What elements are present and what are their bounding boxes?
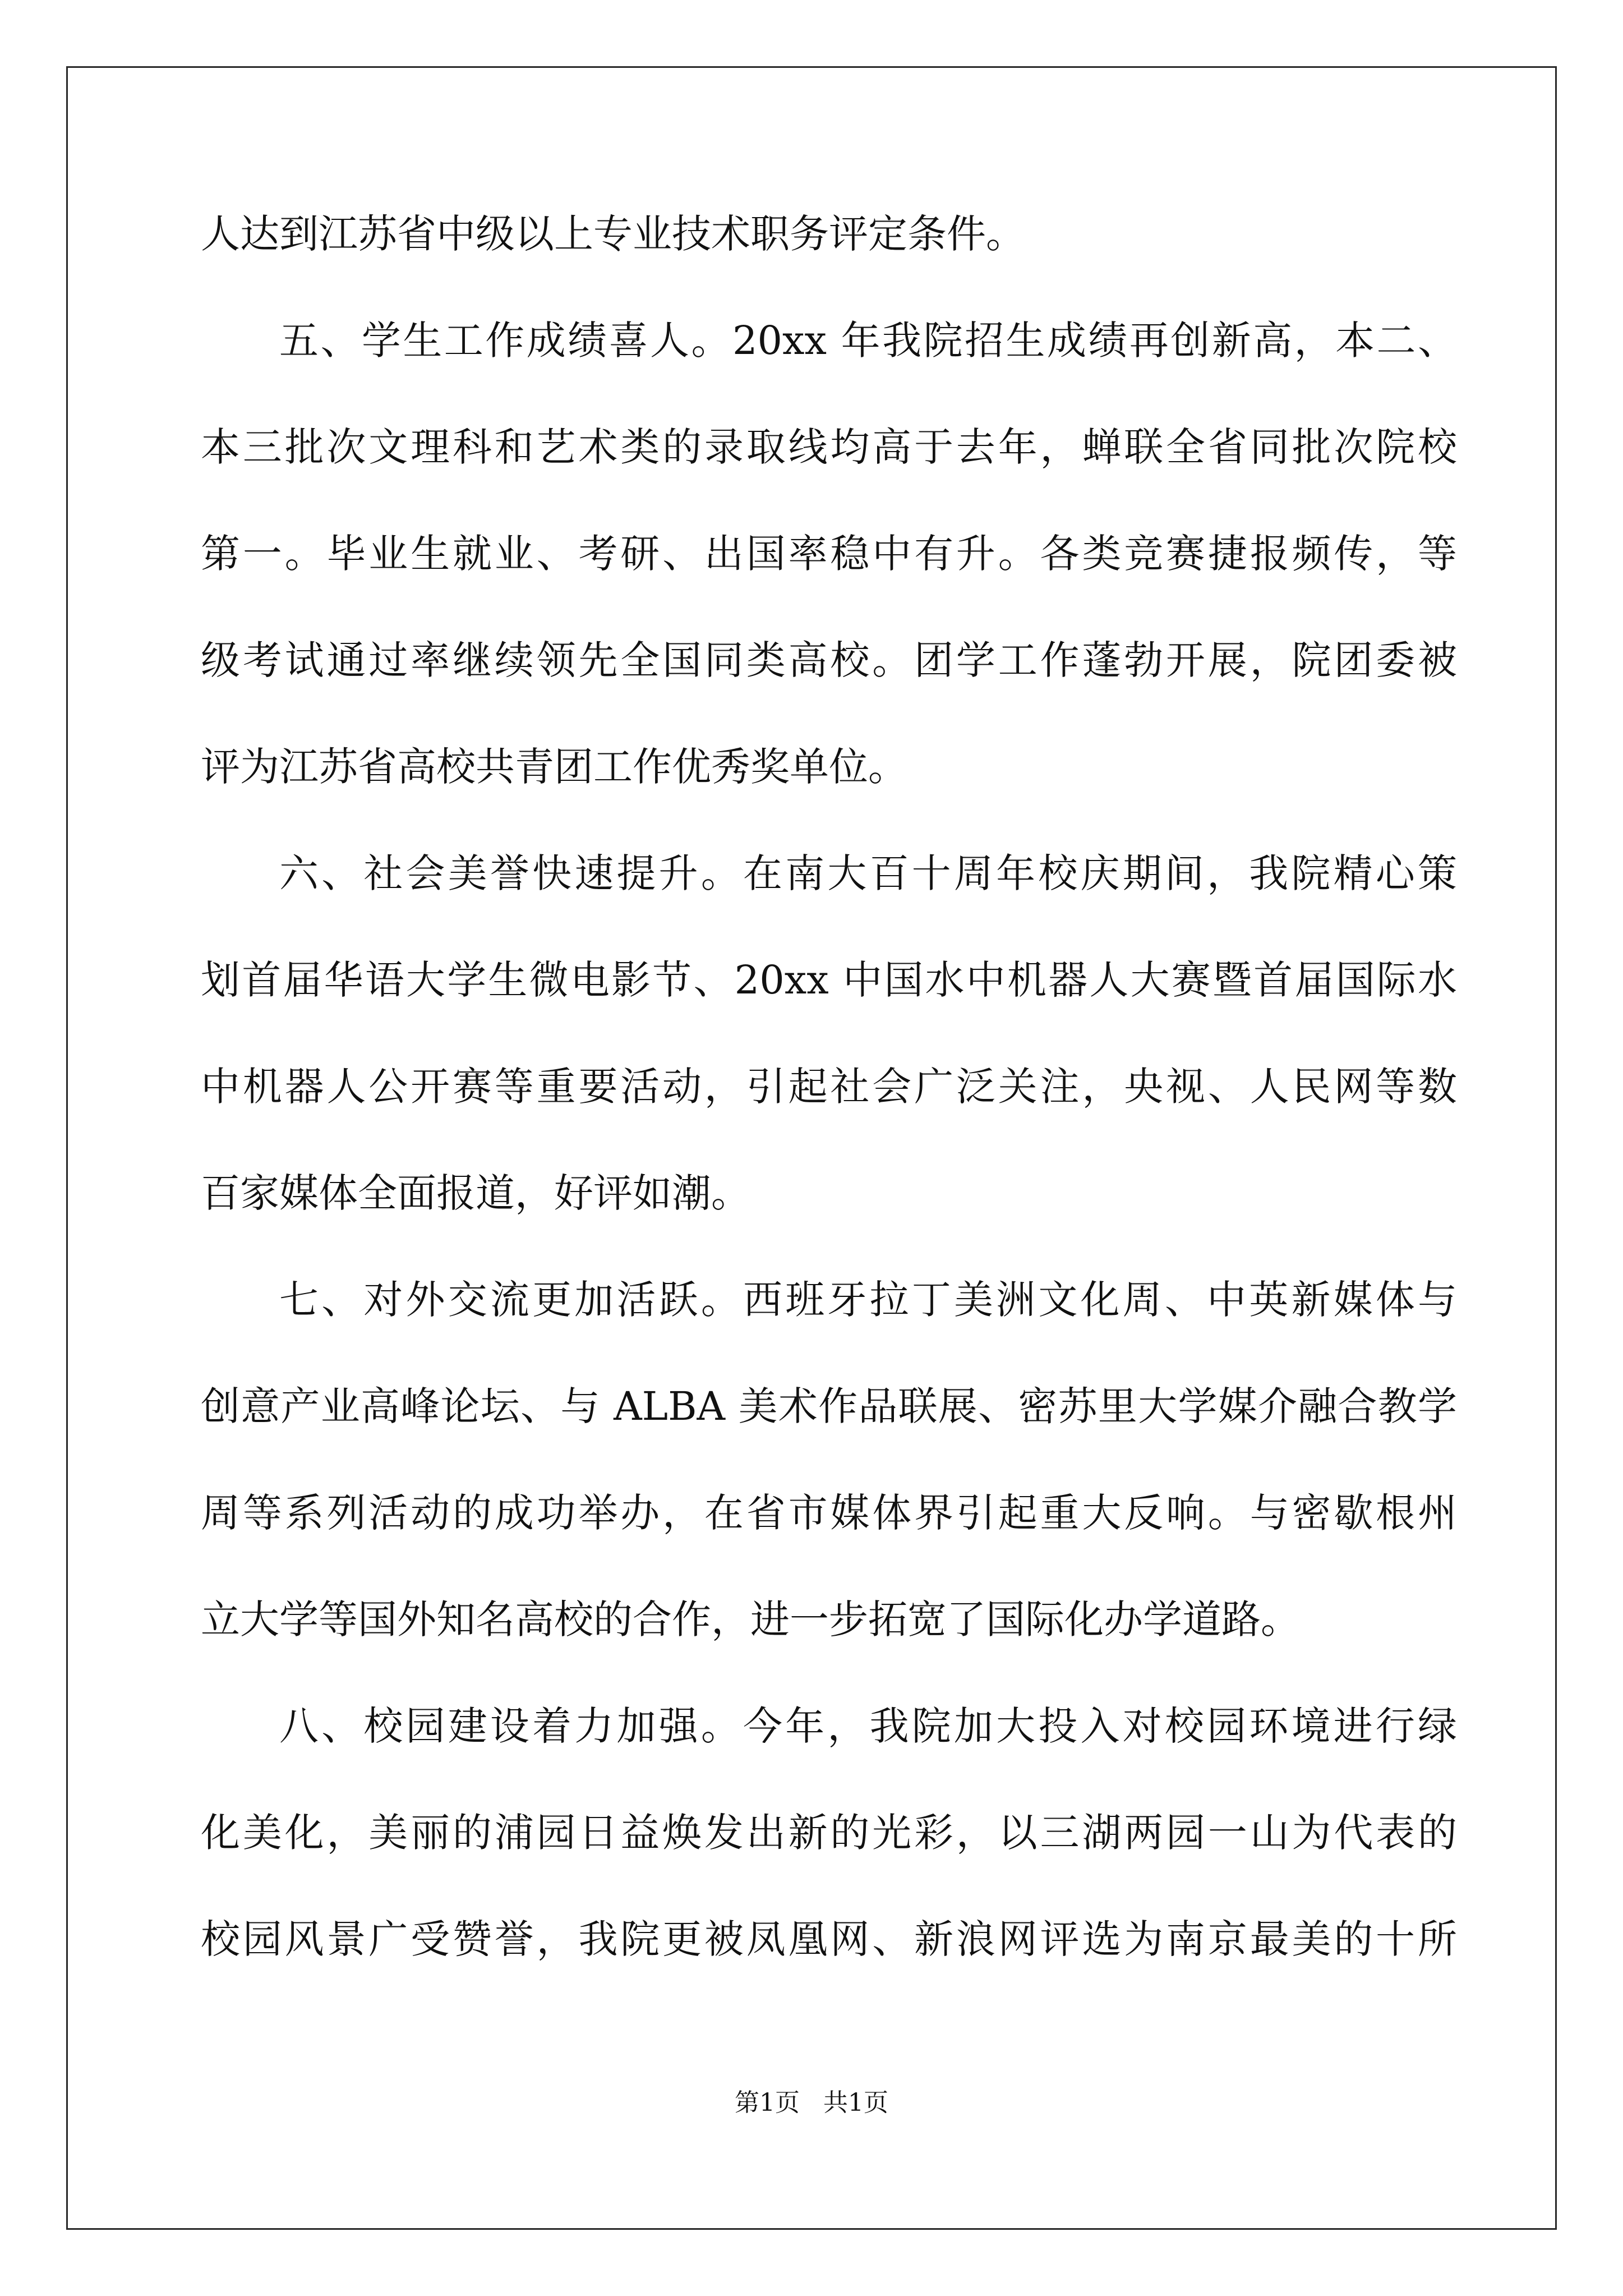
text-line: 百家媒体全面报道，好评如潮。 xyxy=(201,1170,750,1216)
paragraph-first-line: 七、对外交流更加活跃。西班牙拉丁美洲文化周、中英新媒体与 xyxy=(279,1277,1457,1323)
text-line: 化美化，美丽的浦园日益焕发出新的光彩，以三湖两园一山为代表的 xyxy=(201,1810,1457,1856)
text-line: 中机器人公开赛等重要活动，引起社会广泛关注，央视、人民网等数 xyxy=(201,1064,1457,1110)
paragraph-first-line: 八、校园建设着力加强。今年，我院加大投入对校园环境进行绿 xyxy=(279,1703,1457,1749)
text-line: 立大学等国外知名高校的合作，进一步拓宽了国际化办学道路。 xyxy=(201,1596,1300,1642)
text-line: 周等系列活动的成功举办，在省市媒体界引起重大反响。与密歇根州 xyxy=(201,1490,1457,1536)
text-line: 人达到江苏省中级以上专业技术职务评定条件。 xyxy=(201,211,1025,257)
page-number-footer: 第1页 共1页 xyxy=(735,2088,888,2117)
text-line: 本三批次文理科和艺术类的录取线均高于去年，蝉联全省同批次院校 xyxy=(201,424,1457,470)
text-line: 划首届华语大学生微电影节、20xx 中国水中机器人大赛暨首届国际水 xyxy=(201,957,1457,1003)
paragraph-first-line: 五、学生工作成绩喜人。20xx 年我院招生成绩再创新高，本二、 xyxy=(279,318,1457,364)
page-border xyxy=(66,66,1557,2230)
text-line: 评为江苏省高校共青团工作优秀奖单位。 xyxy=(201,744,907,790)
text-line: 校园风景广受赞誉，我院更被凤凰网、新浪网评选为南京最美的十所 xyxy=(201,1916,1457,1962)
text-line: 创意产业高峰论坛、与 ALBA 美术作品联展、密苏里大学媒介融合教学 xyxy=(201,1383,1457,1429)
text-line: 级考试通过率继续领先全国同类高校。团学工作蓬勃开展，院团委被 xyxy=(201,637,1457,683)
paragraph-first-line: 六、社会美誉快速提升。在南大百十周年校庆期间，我院精心策 xyxy=(279,850,1457,896)
text-line: 第一。毕业生就业、考研、出国率稳中有升。各类竞赛捷报频传，等 xyxy=(201,531,1457,577)
